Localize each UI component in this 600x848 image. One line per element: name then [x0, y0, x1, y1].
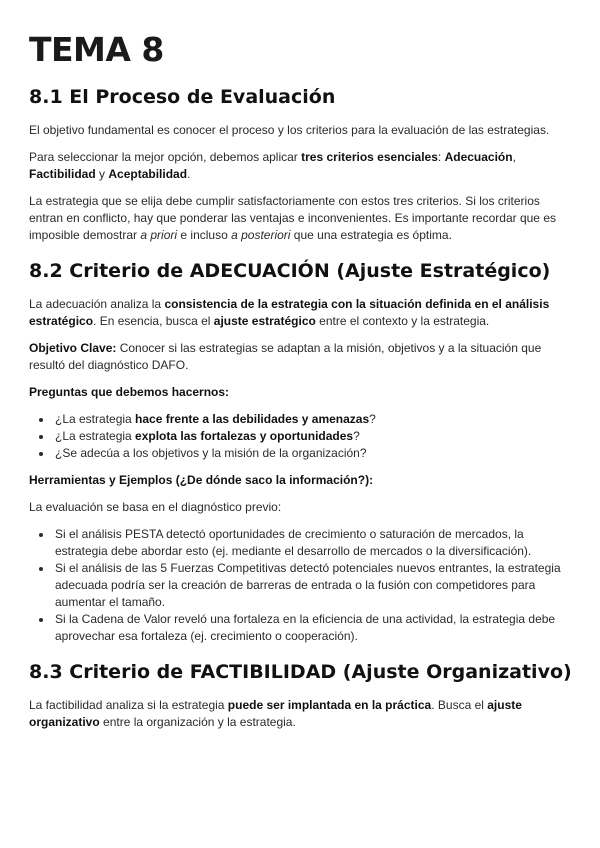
tools-list: [29, 526, 572, 645]
section-heading-8-3: 8.3 Criterio de FACTIBILIDAD (Ajuste Organizativo): [29, 661, 572, 683]
list-item: • Si la Cadena de Valor reveló una fortaleza en la eficiencia de una actividad, la estrategia debe aprovechar esa fortaleza (ej. crecimiento o cooperación).: [53, 611, 572, 645]
list-item: • ¿Se adecúa a los objetivos y la misión de la organización?: [53, 445, 572, 462]
paragraph: La estrategia que se elija debe cumplir satisfactoriamente con estos tres criterios. Si los criterios entran en conflicto, hay que ponderar las ventajas e inconvenientes. Es importante recordar que es imposible demostrar a priori e incluso a posteriori que una estrategia es óptima.: [29, 194, 556, 242]
list-item: • Si el análisis de las 5 Fuerzas Competitivas detectó potenciales nuevos entrantes, la estrategia adecuada podría ser la creación de barreras de entrada o la fusión con competidores para aumentar el tamaño.: [53, 560, 572, 611]
paragraph: Para seleccionar la mejor opción, debemos aplicar tres criterios esenciales: Adecuación, Factibilidad y Aceptabilidad.: [29, 150, 516, 181]
subheading-questions: Preguntas que debemos hacernos:: [29, 385, 230, 399]
section-heading-8-2: 8.2 Criterio de ADECUACIÓN (Ajuste Estratégico): [29, 260, 551, 282]
list-item: • ¿La estrategia hace frente a las debilidades y amenazas?: [53, 411, 572, 428]
list-item: • ¿La estrategia explota las fortalezas y oportunidades?: [53, 428, 572, 445]
paragraph: Objetivo Clave: Conocer si las estrategias se adaptan a la misión, objetivos y a la situación que resultó del diagnóstico DAFO.: [29, 341, 542, 372]
paragraph: La adecuación analiza la consistencia de la estrategia con la situación definida en el análisis estratégico. En esencia, busca el ajuste estratégico entre el contexto y la estrategia.: [29, 297, 550, 328]
document-title: TEMA 8: [29, 30, 164, 69]
subheading-tools: Herramientas y Ejemplos (¿De dónde saco la información?):: [29, 473, 374, 487]
section-heading-8-1: 8.1 El Proceso de Evaluación: [29, 86, 336, 108]
paragraph: El objetivo fundamental es conocer el proceso y los criterios para la evaluación de las estrategias.: [29, 123, 550, 137]
questions-list: [29, 411, 572, 462]
paragraph: La factibilidad analiza si la estrategia puede ser implantada en la práctica. Busca el ajuste organizativo entre la organización y la estrategia.: [29, 698, 522, 729]
list-item: • Si el análisis PESTA detectó oportunidades de crecimiento o saturación de mercados, la estrategia debe abordar esto (ej. mediante el desarrollo de mercados o la diversificación).: [53, 526, 572, 560]
paragraph: La evaluación se basa en el diagnóstico previo:: [29, 500, 282, 514]
